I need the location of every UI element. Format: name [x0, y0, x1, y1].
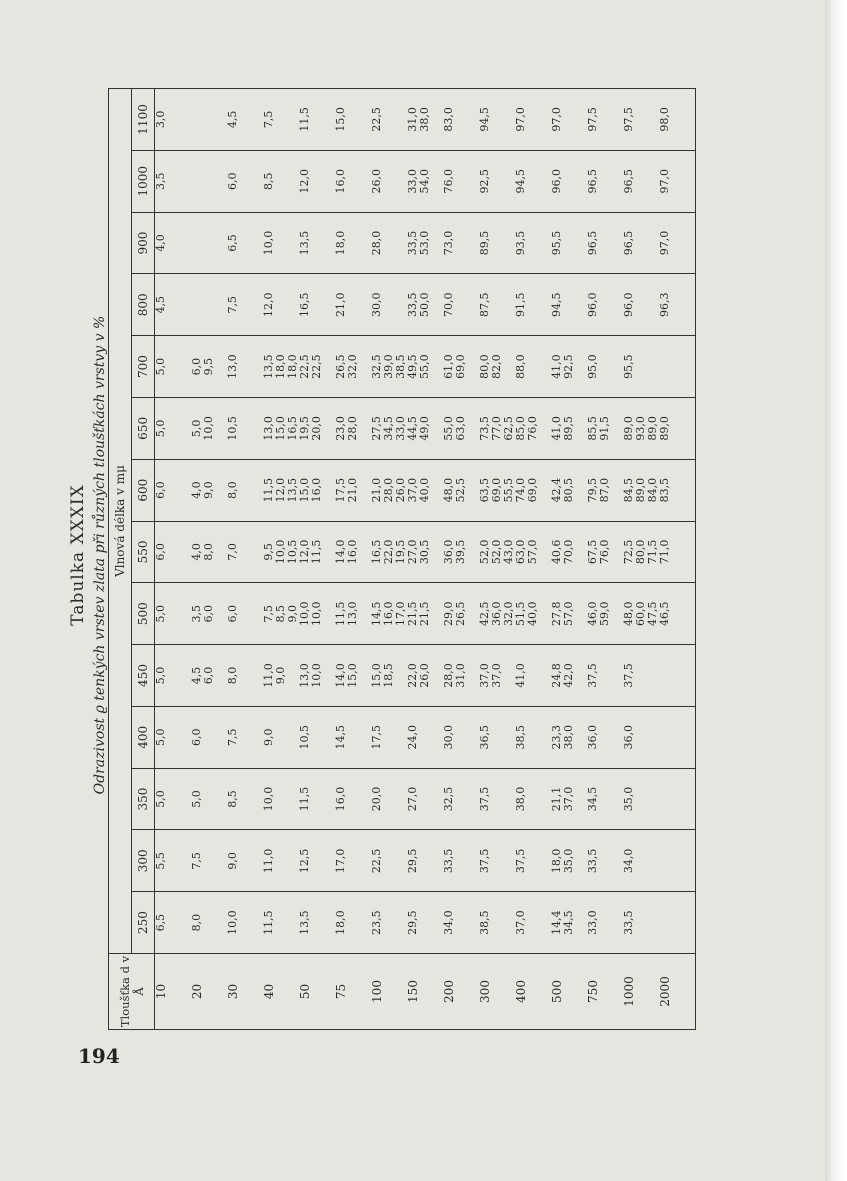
column-header: 1100: [132, 89, 155, 151]
value-cell: 5,0: [155, 397, 192, 459]
value-cell: 96,0: [551, 150, 587, 212]
value-cell: 22,5: [371, 830, 407, 892]
value-cell: 97,5: [623, 89, 659, 151]
value-cell: 7,5 8,5 9,0: [263, 583, 299, 645]
value-cell: 96,3: [659, 274, 696, 336]
value-cell: [659, 336, 696, 398]
value-cell: 89,5: [479, 212, 515, 274]
value-cell: 6,5: [155, 892, 192, 954]
value-cell: 11,5: [299, 768, 335, 830]
thickness-cell: 2000: [659, 954, 696, 1030]
value-cell: 6,5: [227, 212, 263, 274]
value-cell: 48,0 60,0 47,5: [623, 583, 659, 645]
table-row: [479, 89, 515, 1030]
value-cell: 97,0: [659, 212, 696, 274]
value-cell: 33,5: [443, 830, 479, 892]
thickness-cell: 1000: [623, 954, 659, 1030]
value-cell: 48,0 52,5: [443, 459, 479, 521]
value-cell: 11,5: [299, 89, 335, 151]
column-header: 450: [132, 645, 155, 707]
value-cell: 11,0 9,0: [263, 645, 299, 707]
table-row: [659, 89, 696, 1030]
value-cell: 12,0 11,5: [299, 521, 335, 583]
value-cell: 33,5 53,0: [407, 212, 443, 274]
value-cell: 37,5: [479, 830, 515, 892]
column-header: 400: [132, 706, 155, 768]
value-cell: 26,0: [371, 150, 407, 212]
value-cell: [191, 212, 227, 274]
value-cell: 5,0: [155, 583, 192, 645]
value-cell: 14,0 16,0: [335, 521, 371, 583]
value-cell: 92,5: [479, 150, 515, 212]
value-cell: 7,5: [227, 706, 263, 768]
value-cell: 13,5 18,0 18,0: [263, 336, 299, 398]
value-cell: 74,0 69,0: [515, 459, 551, 521]
value-cell: 89,0: [659, 397, 696, 459]
value-cell: 44,5 49,0: [407, 397, 443, 459]
value-cell: 21,5 21,5: [407, 583, 443, 645]
value-cell: [659, 768, 696, 830]
value-cell: 18,0 35,0: [551, 830, 587, 892]
value-cell: 36,5: [479, 706, 515, 768]
value-cell: 5,0: [155, 645, 192, 707]
value-cell: 8,5: [227, 768, 263, 830]
value-cell: 33,0: [587, 892, 623, 954]
value-cell: 10,0: [227, 892, 263, 954]
value-cell: 89,0 93,0 89,0: [623, 397, 659, 459]
column-header: 350: [132, 768, 155, 830]
value-cell: 95,0: [587, 336, 623, 398]
value-cell: 73,5 77,0 62,5: [479, 397, 515, 459]
value-cell: 12,5: [299, 830, 335, 892]
thickness-cell: 40: [263, 954, 299, 1030]
value-cell: 27,0 30,5: [407, 521, 443, 583]
value-cell: 21,0 28,0 26,0: [371, 459, 407, 521]
value-cell: 41,0 92,5: [551, 336, 587, 398]
value-cell: 10,5: [299, 706, 335, 768]
value-cell: 96,5: [587, 150, 623, 212]
value-cell: 33,5: [587, 830, 623, 892]
value-cell: 6,0 9,5: [191, 336, 227, 398]
value-cell: 14,0 15,0: [335, 645, 371, 707]
value-cell: 6,0: [155, 459, 192, 521]
column-header: 600: [132, 459, 155, 521]
value-cell: 34,5: [587, 768, 623, 830]
column-header: 650: [132, 397, 155, 459]
value-cell: 30,0: [443, 706, 479, 768]
value-cell: 18,0: [335, 892, 371, 954]
value-cell: 34,0: [443, 892, 479, 954]
value-cell: 15,0: [335, 89, 371, 151]
value-cell: 37,5: [587, 645, 623, 707]
value-cell: 94,5: [479, 89, 515, 151]
row-header: Tloušťka d v Å: [109, 954, 155, 1030]
value-cell: 9,0: [227, 830, 263, 892]
value-cell: 34,0: [623, 830, 659, 892]
thickness-cell: 500: [551, 954, 587, 1030]
value-cell: 15,0 18,5: [371, 645, 407, 707]
thickness-cell: 200: [443, 954, 479, 1030]
value-cell: 4,5: [155, 274, 192, 336]
value-cell: 13,5: [299, 892, 335, 954]
value-cell: 24,0: [407, 706, 443, 768]
page-number: 194: [78, 1044, 120, 1068]
thickness-cell: 400: [515, 954, 551, 1030]
value-cell: 84,5 89,0 84,0: [623, 459, 659, 521]
thickness-cell: 100: [371, 954, 407, 1030]
table-title: Tabulka XXXIX: [68, 484, 88, 626]
value-cell: 38,0: [515, 768, 551, 830]
value-cell: 42,5 36,0 32,0: [479, 583, 515, 645]
value-cell: 70,0: [443, 274, 479, 336]
value-cell: 27,5 34,5 33,0: [371, 397, 407, 459]
value-cell: 51,5 40,0: [515, 583, 551, 645]
value-cell: 10,0: [263, 768, 299, 830]
value-cell: 6,0: [191, 706, 227, 768]
column-header: 250: [132, 892, 155, 954]
value-cell: 46,5: [659, 583, 696, 645]
value-cell: 96,0: [587, 274, 623, 336]
value-cell: 95,5: [623, 336, 659, 398]
table-row: [551, 89, 587, 1030]
reflectance-table: [108, 88, 696, 1030]
value-cell: 32,5: [443, 768, 479, 830]
value-cell: 17,5: [371, 706, 407, 768]
value-cell: 97,0: [515, 89, 551, 151]
value-cell: 5,0: [155, 768, 192, 830]
value-cell: 19,5 20,0: [299, 397, 335, 459]
value-cell: 76,0: [443, 150, 479, 212]
thickness-cell: 30: [227, 954, 263, 1030]
table-row: [587, 89, 623, 1030]
thickness-cell: 20: [191, 954, 227, 1030]
value-cell: 85,5 91,5: [587, 397, 623, 459]
value-cell: 29,0 26,5: [443, 583, 479, 645]
value-cell: 8,5: [263, 150, 299, 212]
value-cell: 80,0 82,0: [479, 336, 515, 398]
thickness-cell: 10: [155, 954, 192, 1030]
value-cell: 8,0: [227, 645, 263, 707]
value-cell: 15,0 16,0: [299, 459, 335, 521]
value-cell: 29,5: [407, 830, 443, 892]
value-cell: 22,0 26,0: [407, 645, 443, 707]
rotated-table-frame: [60, 80, 780, 1030]
value-cell: 40,6 70,0: [551, 521, 587, 583]
value-cell: 16,5: [299, 274, 335, 336]
value-cell: 27,0: [407, 768, 443, 830]
table-row: [155, 89, 192, 1030]
value-cell: 16,5 22,0 19,5: [371, 521, 407, 583]
thickness-cell: 300: [479, 954, 515, 1030]
thickness-cell: 150: [407, 954, 443, 1030]
value-cell: 5,0: [155, 336, 192, 398]
value-cell: 71,0: [659, 521, 696, 583]
value-cell: 94,5: [551, 274, 587, 336]
value-cell: 83,0: [443, 89, 479, 151]
column-header: 550: [132, 521, 155, 583]
value-cell: [659, 706, 696, 768]
value-cell: 23,5: [371, 892, 407, 954]
value-cell: 37,5: [623, 645, 659, 707]
value-cell: 4,0 9,0: [191, 459, 227, 521]
column-header: 1000: [132, 150, 155, 212]
value-cell: 33,5: [623, 892, 659, 954]
value-cell: 13,0 15,0 16,5: [263, 397, 299, 459]
table-row: [623, 89, 659, 1030]
value-cell: 11,0: [263, 830, 299, 892]
value-cell: 61,0 69,0: [443, 336, 479, 398]
value-cell: 96,0: [623, 274, 659, 336]
value-cell: 6,0: [227, 583, 263, 645]
value-cell: 4,0 8,0: [191, 521, 227, 583]
value-cell: 35,0: [623, 768, 659, 830]
value-cell: 16,0: [335, 150, 371, 212]
value-cell: 85,0 76,0: [515, 397, 551, 459]
value-cell: 83,5: [659, 459, 696, 521]
value-cell: 63,5 69,0 55,5: [479, 459, 515, 521]
value-cell: 96,5: [623, 150, 659, 212]
value-cell: 31,0 38,0: [407, 89, 443, 151]
value-cell: 29,5: [407, 892, 443, 954]
table-subtitle: Odrazivost ϱ tenkých vrstev zlata při různých tloušťkách vrstvy v %: [92, 315, 108, 795]
value-cell: 95,5: [551, 212, 587, 274]
value-cell: 11,5 13,0: [335, 583, 371, 645]
value-cell: 97,5: [587, 89, 623, 151]
page-edge: [825, 0, 847, 1181]
value-cell: [191, 150, 227, 212]
column-header: 300: [132, 830, 155, 892]
value-cell: 12,0: [263, 274, 299, 336]
value-cell: 7,5: [191, 830, 227, 892]
column-header: 800: [132, 274, 155, 336]
value-cell: 55,0 63,0: [443, 397, 479, 459]
value-cell: 14,5: [335, 706, 371, 768]
value-cell: 63,0 57,0: [515, 521, 551, 583]
value-cell: 16,0: [335, 768, 371, 830]
value-cell: 5,0: [155, 706, 192, 768]
value-cell: 13,5: [299, 212, 335, 274]
value-cell: 28,0 31,0: [443, 645, 479, 707]
table-row: [443, 89, 479, 1030]
value-cell: 41,0 89,5: [551, 397, 587, 459]
value-cell: 37,0: [515, 892, 551, 954]
table-row: [371, 89, 407, 1030]
value-cell: 7,5: [263, 89, 299, 151]
value-cell: 36,0 39,5: [443, 521, 479, 583]
value-cell: 17,5 21,0: [335, 459, 371, 521]
value-cell: 88,0: [515, 336, 551, 398]
value-cell: 49,5 55,0: [407, 336, 443, 398]
value-cell: 73,0: [443, 212, 479, 274]
value-cell: 10,0 10,0: [299, 583, 335, 645]
value-cell: 13,0: [227, 336, 263, 398]
value-cell: 21,1 37,0: [551, 768, 587, 830]
thickness-cell: 750: [587, 954, 623, 1030]
table-row: [227, 89, 263, 1030]
value-cell: 33,0 54,0: [407, 150, 443, 212]
value-cell: 17,0: [335, 830, 371, 892]
thickness-cell: 75: [335, 954, 371, 1030]
value-cell: 38,5: [479, 892, 515, 954]
value-cell: 5,0: [191, 768, 227, 830]
table-row: [407, 89, 443, 1030]
value-cell: 21,0: [335, 274, 371, 336]
table-row: [335, 89, 371, 1030]
value-cell: 41,0: [515, 645, 551, 707]
value-cell: 98,0: [659, 89, 696, 151]
value-cell: 79,5 87,0: [587, 459, 623, 521]
value-cell: [659, 892, 696, 954]
value-cell: 37,0 40,0: [407, 459, 443, 521]
column-group-header: Vlnová délka v mμ: [109, 89, 132, 954]
value-cell: 18,0: [335, 212, 371, 274]
value-cell: 10,0: [263, 212, 299, 274]
value-cell: [191, 89, 227, 151]
value-cell: 23,0 28,0: [335, 397, 371, 459]
value-cell: 38,5: [515, 706, 551, 768]
value-cell: 10,5: [227, 397, 263, 459]
value-cell: 22,5: [371, 89, 407, 151]
value-cell: 91,5: [515, 274, 551, 336]
value-cell: 24,8 42,0: [551, 645, 587, 707]
value-cell: 4,5: [227, 89, 263, 151]
table-row: [191, 89, 227, 1030]
value-cell: 36,0: [623, 706, 659, 768]
value-cell: 14,5 16,0 17,0: [371, 583, 407, 645]
value-cell: 5,0 10,0: [191, 397, 227, 459]
value-cell: 14,4 34,5: [551, 892, 587, 954]
value-cell: 22,5 22,5: [299, 336, 335, 398]
value-cell: 8,0: [227, 459, 263, 521]
value-cell: 3,0: [155, 89, 192, 151]
value-cell: 6,0: [227, 150, 263, 212]
value-cell: 13,0 10,0: [299, 645, 335, 707]
value-cell: 12,0: [299, 150, 335, 212]
value-cell: 5,5: [155, 830, 192, 892]
value-cell: 6,0: [155, 521, 192, 583]
value-cell: 37,5: [479, 768, 515, 830]
value-cell: 7,5: [227, 274, 263, 336]
value-cell: 96,5: [623, 212, 659, 274]
column-header: 500: [132, 583, 155, 645]
value-cell: 42,4 80,5: [551, 459, 587, 521]
value-cell: 52,0 52,0 43,0: [479, 521, 515, 583]
value-cell: 28,0: [371, 212, 407, 274]
value-cell: [659, 830, 696, 892]
value-cell: 97,0: [551, 89, 587, 151]
value-cell: 26,5 32,0: [335, 336, 371, 398]
value-cell: 9,0: [263, 706, 299, 768]
value-cell: 87,5: [479, 274, 515, 336]
value-cell: 8,0: [191, 892, 227, 954]
value-cell: 7,0: [227, 521, 263, 583]
value-cell: 23,3 38,0: [551, 706, 587, 768]
value-cell: 3,5: [155, 150, 192, 212]
value-cell: 94,5: [515, 150, 551, 212]
value-cell: 72,5 80,0 71,5: [623, 521, 659, 583]
value-cell: 3,5 6,0: [191, 583, 227, 645]
value-cell: 4,5 6,0: [191, 645, 227, 707]
column-header: 700: [132, 336, 155, 398]
value-cell: [659, 645, 696, 707]
value-cell: [191, 274, 227, 336]
value-cell: 27,8 57,0: [551, 583, 587, 645]
value-cell: 36,0: [587, 706, 623, 768]
value-cell: 97,0: [659, 150, 696, 212]
value-cell: 32,5 39,0 38,5: [371, 336, 407, 398]
value-cell: 11,5 12,0 13,5: [263, 459, 299, 521]
value-cell: 46,0 59,0: [587, 583, 623, 645]
table-row: [515, 89, 551, 1030]
thickness-cell: 50: [299, 954, 335, 1030]
value-cell: 20,0: [371, 768, 407, 830]
table-row: [299, 89, 335, 1030]
value-cell: 11,5: [263, 892, 299, 954]
value-cell: 67,5 76,0: [587, 521, 623, 583]
column-header: 900: [132, 212, 155, 274]
value-cell: 4,0: [155, 212, 192, 274]
value-cell: 30,0: [371, 274, 407, 336]
value-cell: 33,5 50,0: [407, 274, 443, 336]
value-cell: 37,0 37,0: [479, 645, 515, 707]
value-cell: 96,5: [587, 212, 623, 274]
table-row: [263, 89, 299, 1030]
value-cell: 37,5: [515, 830, 551, 892]
value-cell: 9,5 10,0 10,5: [263, 521, 299, 583]
value-cell: 93,5: [515, 212, 551, 274]
